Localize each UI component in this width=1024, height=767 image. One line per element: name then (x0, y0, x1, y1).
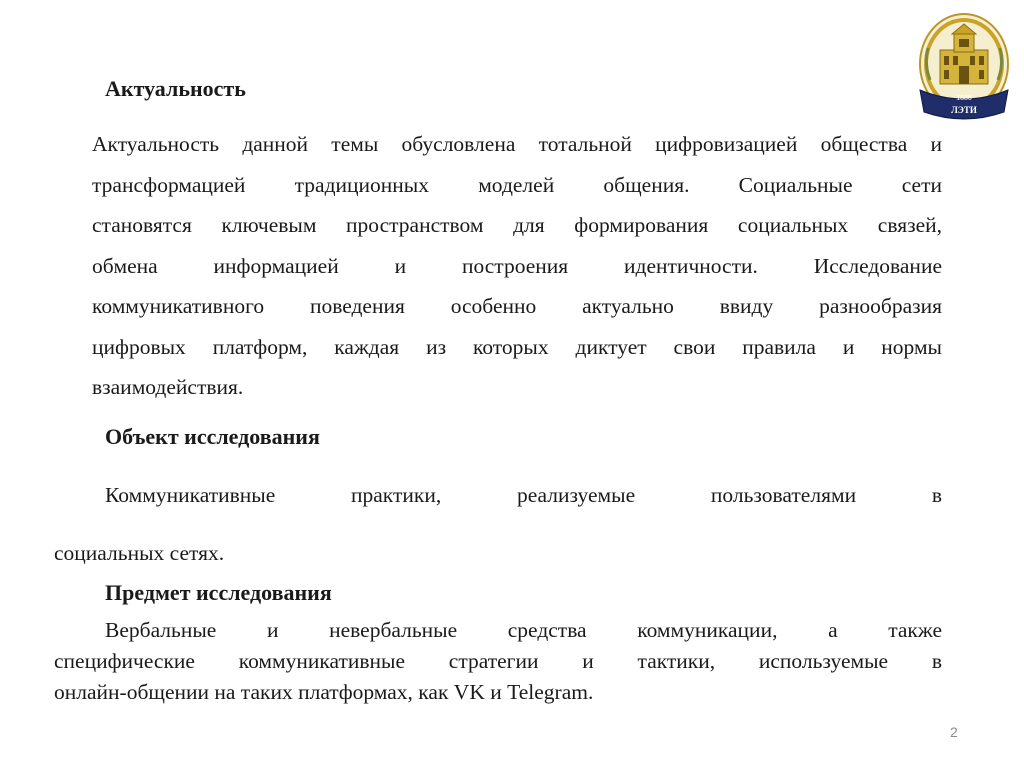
relevance-line: взаимодействия. (92, 375, 244, 399)
logo-ribbon-name: ЛЭТИ (951, 105, 977, 115)
relevance-line: коммуникативного поведения особенно актуально ввиду разнообразия (92, 294, 942, 318)
object-paragraph (105, 480, 942, 510)
relevance-line: цифровых платформ, каждая из которых диктует свои правила и нормы (92, 334, 942, 359)
subject-line: специфические коммуникативные стратегии и тактики, используемые в (54, 649, 942, 673)
object-line: социальных сетях. (54, 541, 225, 565)
relevance-line: становятся ключевым пространством для формирования социальных связей, (92, 213, 942, 237)
page-number: 2 (950, 724, 958, 740)
subject-paragraph (54, 615, 942, 708)
relevance-line: Актуальность данной темы обусловлена тотальной цифровизацией общества и (92, 132, 942, 156)
subject-line: Вербальные и невербальные средства коммуникации, а также (105, 618, 942, 642)
object-line: Коммуникативные практики, реализуемые пользователями в (105, 483, 942, 507)
object-heading: Объект исследования (105, 424, 320, 449)
subject-line: онлайн-общении на таких платформах, как VK и Telegram. (54, 680, 594, 704)
logo-ribbon-year: 1886 (956, 95, 972, 102)
relevance-line: трансформацией традиционных моделей общения. Социальные сети (92, 172, 942, 197)
relevance-line: обмена информацией и построения идентичности. Исследование (92, 253, 942, 278)
relevance-heading: Актуальность (105, 76, 246, 101)
university-emblem-icon (914, 8, 1014, 128)
object-paragraph-continuation (54, 538, 654, 568)
relevance-paragraph (92, 124, 942, 408)
subject-heading: Предмет исследования (105, 580, 332, 605)
